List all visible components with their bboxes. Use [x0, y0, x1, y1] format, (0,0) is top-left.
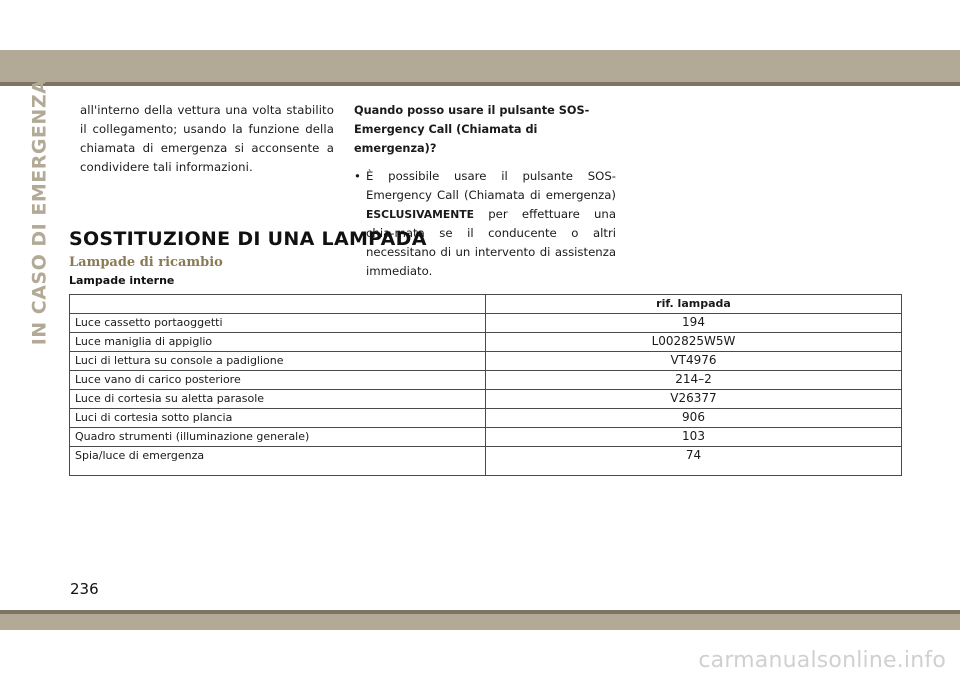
table-header-row	[70, 295, 902, 314]
lamp-name: Luce di cortesia su aletta parasole	[70, 390, 486, 409]
table-row	[70, 447, 902, 476]
table-header-cell	[70, 295, 486, 314]
lamp-ref: 214–2	[486, 371, 902, 390]
bullet-text	[366, 167, 616, 281]
table-row	[70, 314, 902, 333]
bullet-symbol: •	[354, 169, 361, 183]
table-row	[70, 371, 902, 390]
bullet-text-post: per effettuare una chia-mata se il conducente o altri necessitano di un intervento di assistenza immediato.	[366, 207, 616, 278]
lamp-name: Luce cassetto portaoggetti	[70, 314, 486, 333]
sub-title: Lampade di ricambio	[69, 255, 223, 270]
footer-band	[0, 614, 960, 630]
lamp-ref: VT4976	[486, 352, 902, 371]
lamp-name: Quadro strumenti (illuminazione generale)	[70, 428, 486, 447]
page-number: 236	[70, 580, 99, 598]
lamp-ref: 103	[486, 428, 902, 447]
bullet-emphasis: ESCLUSIVAMENTE	[366, 208, 475, 221]
header-band	[0, 50, 960, 82]
section-title: SOSTITUZIONE DI UNA LAMPADA	[69, 228, 427, 250]
chapter-label: IN CASO DI EMERGENZA	[28, 78, 50, 346]
lamp-name: Spia/luce di emergenza	[70, 447, 486, 476]
question-heading: Quando posso usare il pulsante SOS-Emergency Call (Chiamata di emergenza)?	[354, 104, 590, 155]
table-row	[70, 333, 902, 352]
lamp-ref: 74	[486, 447, 902, 476]
lamp-ref: 194	[486, 314, 902, 333]
lamp-name: Luce maniglia di appiglio	[70, 333, 486, 352]
lamp-name: Luci di cortesia sotto plancia	[70, 409, 486, 428]
lamp-name: Luce vano di carico posteriore	[70, 371, 486, 390]
watermark: carmanualsonline.info	[698, 648, 946, 673]
left-paragraph: all'interno della vettura una volta stabilito il collegamento; usando la funzione della chiamata di emergenza si acconsente a condividere tali informazioni.	[80, 103, 334, 174]
lamp-ref: V26377	[486, 390, 902, 409]
table-row	[70, 409, 902, 428]
header-rule	[0, 82, 960, 86]
left-column	[80, 101, 334, 177]
lamp-table	[69, 294, 902, 476]
table-caption: Lampade interne	[69, 274, 175, 287]
bullet-text-pre: È possibile usare il pulsante SOS-Emergency Call (Chiamata di emergenza)	[366, 169, 616, 202]
right-column	[354, 101, 616, 281]
table-row	[70, 428, 902, 447]
bullet-item	[354, 167, 616, 281]
table-header-cell: rif. lampada	[486, 295, 902, 314]
chapter-side-tab	[28, 78, 50, 346]
table-row	[70, 390, 902, 409]
lamp-name: Luci di lettura su console a padiglione	[70, 352, 486, 371]
table-row	[70, 352, 902, 371]
lamp-ref: L002825W5W	[486, 333, 902, 352]
lamp-ref: 906	[486, 409, 902, 428]
